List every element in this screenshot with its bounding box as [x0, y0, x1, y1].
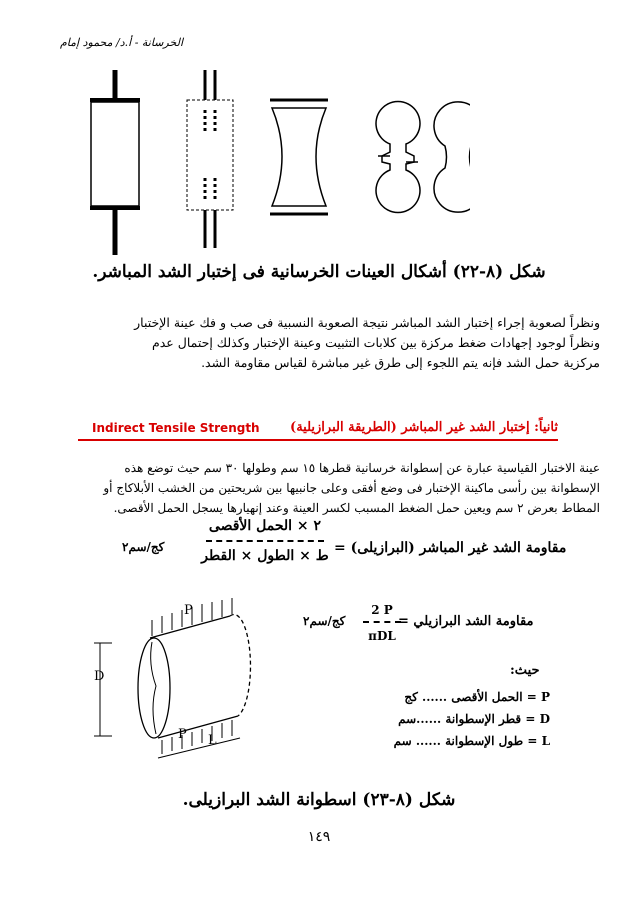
- formula1-denominator: ط × الطول × القطر: [201, 548, 329, 564]
- intro-paragraph: [40, 313, 600, 373]
- d-dimension: [94, 643, 112, 736]
- formula2-unit: كج/سم٢: [303, 614, 346, 628]
- hourglass-specimen: [270, 100, 328, 214]
- formula2-lhs: مقاومة الشد البرازيلي =: [398, 614, 534, 629]
- dumbbell-specimen: [434, 102, 470, 212]
- where-label: حيث:: [510, 663, 540, 678]
- heading-underline: [78, 439, 558, 441]
- page-header: الخرسانة - أ.د/ محمود إمام: [60, 36, 184, 49]
- cylinder-specimen: [90, 70, 140, 255]
- paragraph-line: مركزية حمل الشد فإنه يتم اللجوء إلى طرق غير مباشرة لقياس مقاومة الشد.: [201, 355, 600, 370]
- formula1-unit: كج/سم٢: [122, 540, 165, 554]
- paragraph-line: ونظراً لوجود إجهادات ضغط مركزة بين كلابات التثبيت وعينة الإختبار وكذلك إحتمال عدم: [152, 335, 600, 350]
- label-l: L: [208, 733, 217, 748]
- section-heading: [78, 420, 558, 440]
- fraction-bar: [206, 540, 324, 542]
- figure-caption-1: شكل (٨-٢٢) أشكال العينات الخرسانية فى إختبار الشد المباشر.: [92, 262, 546, 282]
- test-description-paragraph: [40, 458, 600, 518]
- paragraph-line: ونظراً لصعوبة إجراء إختبار الشد المباشر نتيجة الصعوبة النسبية فى صب و فك عينة الإختبار: [134, 315, 600, 330]
- label-p-bottom: P: [178, 727, 187, 742]
- figure-caption-2: شكل (٨-٢٣) اسطوانة الشد البرازيلى.: [182, 790, 456, 810]
- label-p-top: P: [184, 603, 193, 618]
- definition-row: P = الحمل الأقصى ...... كج: [404, 690, 550, 704]
- paragraph-line: المطاط بعرض ٢ سم ويعين حمل الضغط المسبب لكسر العينة وعند إنهيارها يسجل الحمل الأقصى.: [113, 501, 600, 515]
- specimen-shapes-figure: [70, 70, 470, 255]
- formula2-numerator: 2 P: [371, 603, 393, 617]
- definition-row: D = قطر الإسطوانة ......سم: [398, 712, 550, 726]
- symbol-definitions: [350, 686, 550, 752]
- l-dimension: [158, 738, 240, 758]
- definition-row: L = طول الإسطوانة ...... سم: [393, 734, 550, 748]
- fraction-bar: [363, 621, 401, 623]
- formula1-numerator: ٢ × الحمل الأقصى: [208, 518, 322, 534]
- section-heading-arabic: ثانياً: إختبار الشد غير المباشر (الطريقة البرازيلية): [290, 420, 558, 435]
- section-heading-english: Indirect Tensile Strength: [92, 421, 260, 435]
- label-d: D: [94, 669, 105, 684]
- formula1-lhs: مقاومة الشد غير المباشر (البرازيلى) =: [334, 540, 567, 556]
- brazilian-cylinder-figure: [90, 598, 290, 766]
- paragraph-line: عينة الاختبار القياسية عبارة عن إسطوانة خرسانية قطرها ١٥ سم وطولها ٣٠ سم حيث توضع هذه: [124, 461, 600, 475]
- formula2-denominator: πDL: [368, 629, 396, 643]
- figure-eight-specimen: [376, 102, 420, 213]
- page-number: ١٤٩: [307, 829, 331, 845]
- paragraph-line: الإسطوانة بين رأسى ماكينة الإختبار فى وضع أفقى وعلى جانبيها بين شريحتين من الخشب الأبلاكاج أو: [103, 481, 600, 495]
- grip-specimen: [187, 70, 233, 248]
